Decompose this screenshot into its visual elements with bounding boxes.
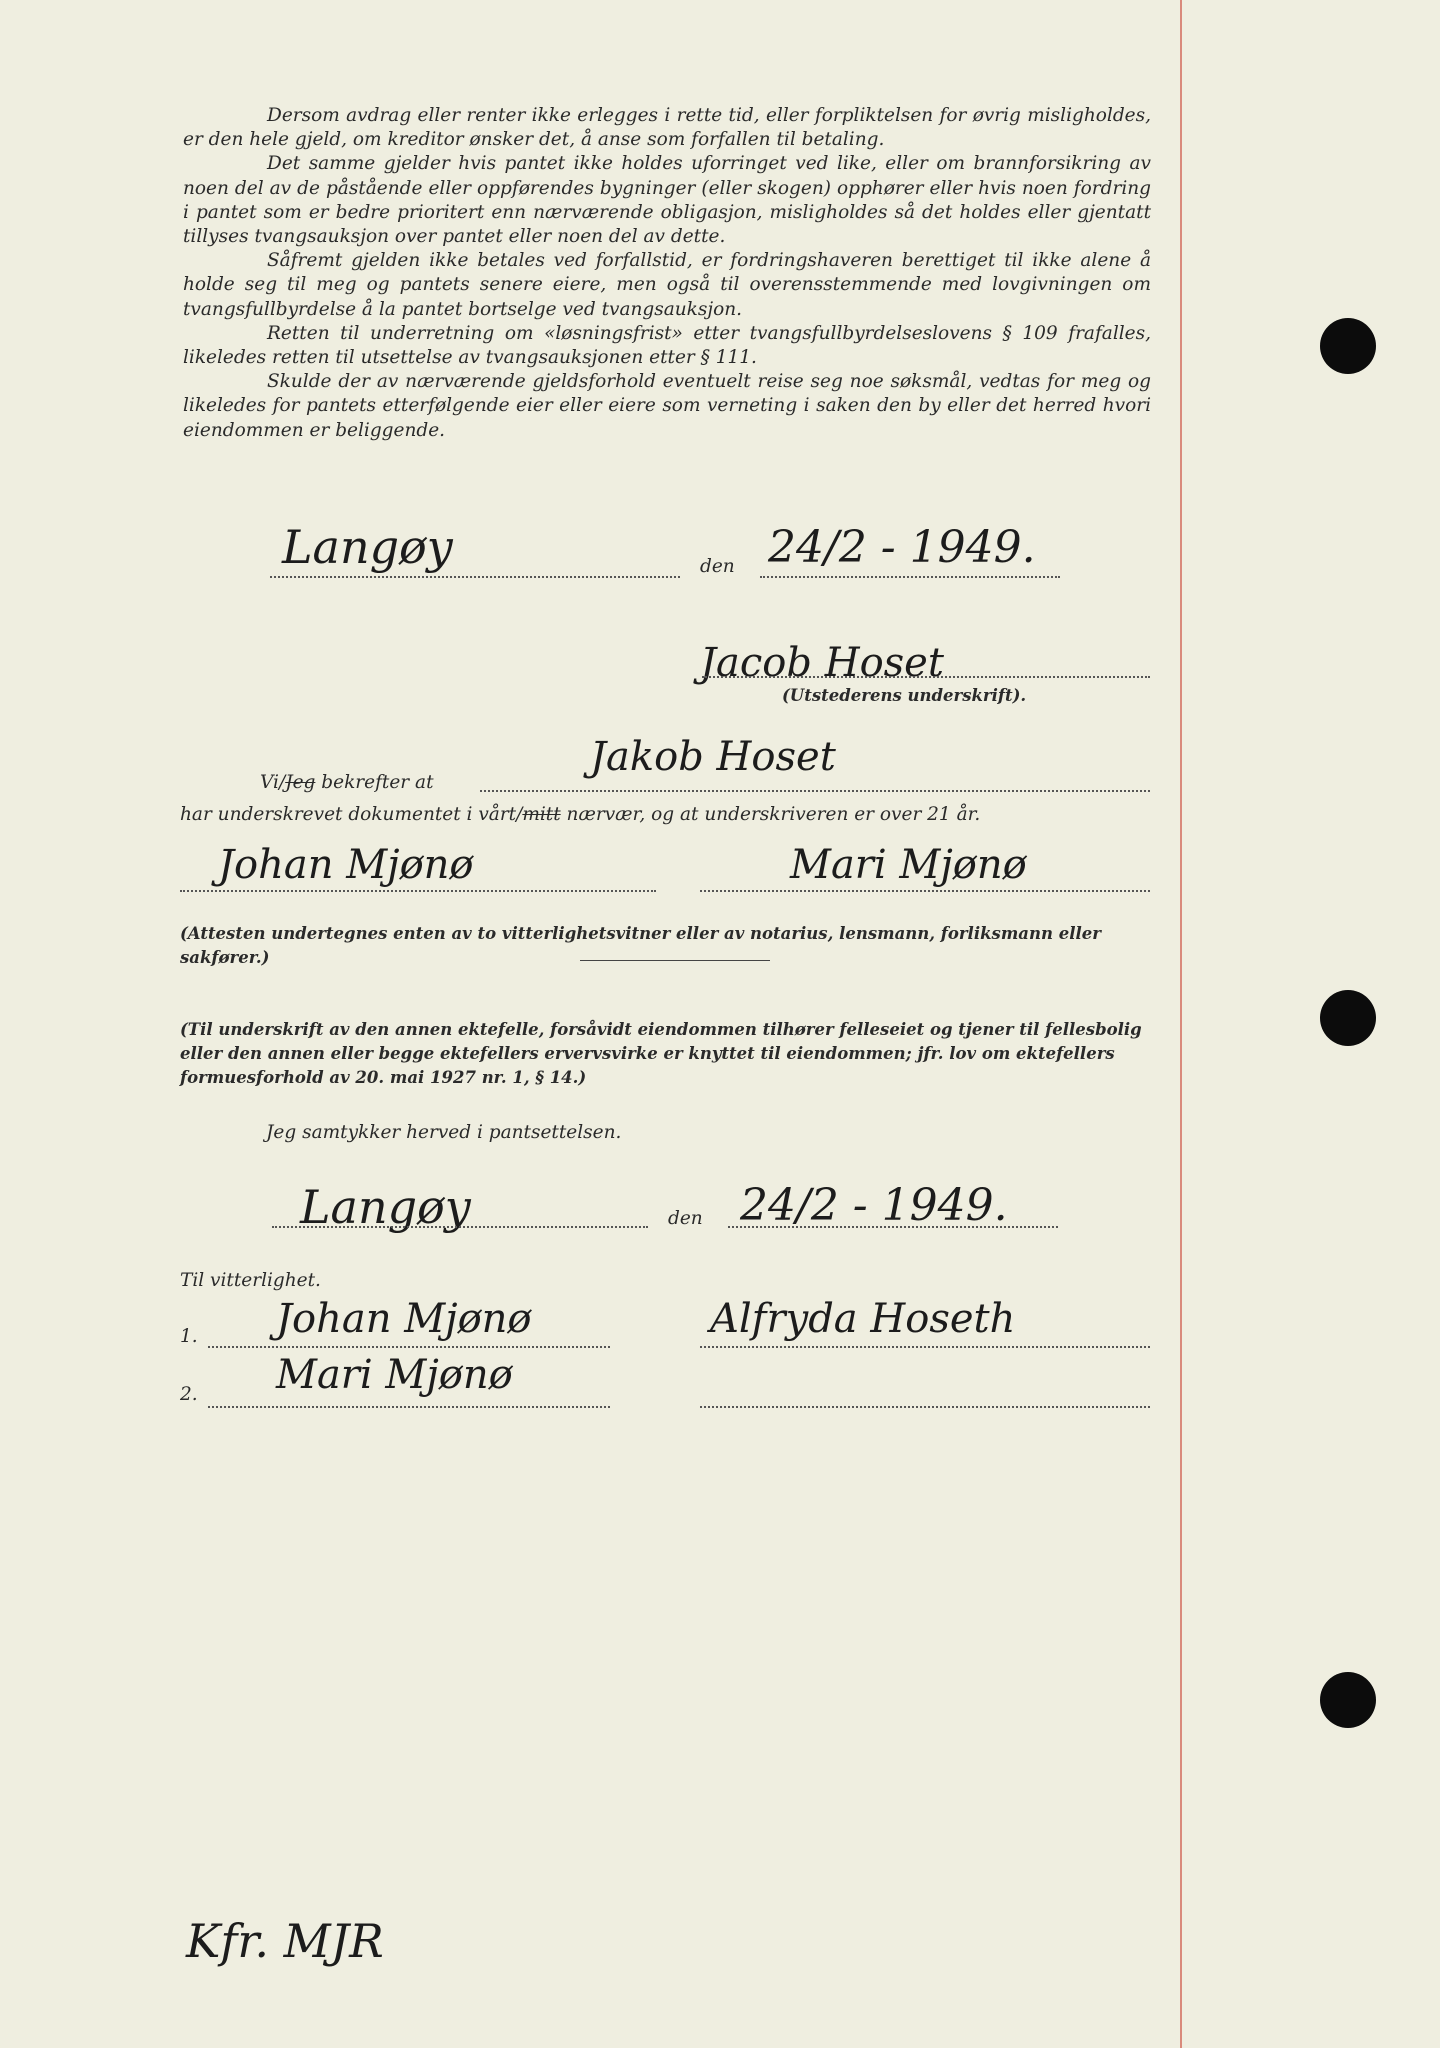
witness-line [180, 890, 656, 892]
witness-signature: Johan Mjønø [276, 1296, 532, 1342]
confirm-name-handwritten: Jakob Hoset [590, 734, 836, 780]
attest-note: (Attesten undertegnes enten av to vitterlighetsvitner eller av notarius, lensmann, forliksmann eller sakfører.) [180, 924, 1101, 967]
signature-line [700, 1406, 1150, 1408]
signature-line [702, 676, 1150, 678]
spouse-signature: Alfryda Hoseth [710, 1296, 1016, 1342]
spouse-note: (Til underskrift av den annen ektefelle, forsåvidt eiendommen tilhører felleseiet og tjener til fellesbolig eller den annen eller begge ektefellers ervervsvirke er knyttet til eiendommen; jfr. lov om ektefellers formuesforhold av 20. mai 1927 nr. 1, § 14.) [180, 1020, 1142, 1087]
den-label: den [668, 1208, 703, 1229]
date-line [728, 1226, 1058, 1228]
paragraph: Dersom avdrag eller renter ikke erlegges i rette tid, eller forpliktelsen for øvrig misligholdes, er den hele gjeld, om kreditor ønsker det, å anse som forfallen til betaling. [183, 105, 1151, 151]
punch-hole [1320, 1672, 1376, 1728]
divider [580, 960, 770, 961]
terms-text [183, 104, 1151, 443]
place-line [272, 1226, 648, 1228]
paragraph: Såfremt gjelden ikke betales ved forfallstid, er fordringshaveren berettiget til ikke alene å holde seg til meg og pantets senere eiere, men også til overensstemmende med lovgivningen om tvangsfullbyrdelse å la pantet bortselge ved tvangsauksjon. [183, 250, 1151, 320]
punch-hole [1320, 990, 1376, 1046]
date-line [760, 576, 1060, 578]
place-handwritten: Langøy [282, 520, 453, 574]
issuer-signature: Jacob Hoset [700, 640, 944, 686]
den-label: den [700, 556, 735, 577]
date-handwritten: 24/2 - 1949. [740, 1180, 1008, 1231]
witness-line [208, 1406, 610, 1408]
paragraph: Det samme gjelder hvis pantet ikke holdes uforringet ved like, eller om brannforsikring av noen del av de påstående eller oppførendes bygninger (eller skogen) opphører eller hvis noen fordring i pantet som er bedre prioritert enn nærværende obligasjon, misligholdes så det holdes eller gjentatt tillyses tvangsauksjon over pantet eller noen del av dette. [183, 153, 1151, 248]
witness-signature: Mari Mjønø [790, 842, 1027, 888]
initials-handwritten: Kfr. MJR [186, 1914, 384, 1968]
paragraph: Skulde der av nærværende gjeldsforhold eventuelt reise seg noe søksmål, vedtas for meg og likeledes for pantets etterfølgende eier eller eiere som verneting i saken den by eller det herred hvori eiendommen er beliggende. [183, 371, 1151, 441]
witness-signature: Mari Mjønø [276, 1352, 513, 1398]
confirm-text: Vi/Jeg bekrefter at [260, 772, 434, 793]
witness-number: 2. [180, 1384, 198, 1405]
place-line [270, 576, 680, 578]
witness-number: 1. [180, 1326, 198, 1347]
date-handwritten: 24/2 - 1949. [768, 522, 1036, 573]
witness-line [208, 1346, 610, 1348]
consent-text: Jeg samtykker herved i pantsettelsen. [266, 1122, 622, 1143]
margin-line [1180, 0, 1182, 2048]
place-handwritten: Langøy [300, 1180, 471, 1234]
paragraph: Retten til underretning om «løsningsfrist» etter tvangsfullbyrdelseslovens § 109 frafalles, likeledes retten til utsettelse av tvangsauksjonen etter § 111. [183, 322, 1151, 369]
spouse-line [700, 1346, 1150, 1348]
punch-hole [1320, 318, 1376, 374]
witness-title: Til vitterlighet. [180, 1270, 321, 1291]
issuer-caption: (Utstederens underskrift). [782, 686, 1027, 705]
witness-signature: Johan Mjønø [218, 842, 474, 888]
confirm-text-2: har underskrevet dokumentet i vårt/mitt nærvær, og at underskriveren er over 21 år. [180, 804, 981, 825]
confirm-line [480, 790, 1150, 792]
witness-line [700, 890, 1150, 892]
